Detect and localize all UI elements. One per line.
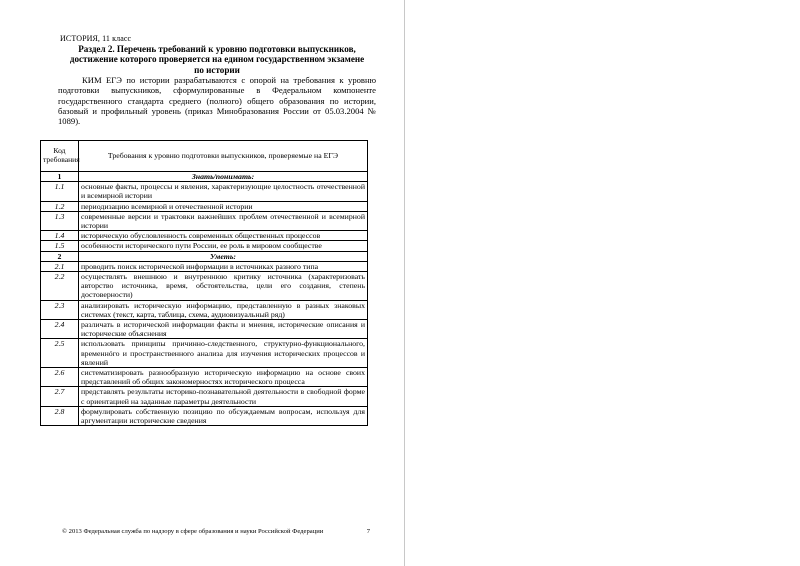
table-row [41, 201, 368, 211]
requirements-table-body [41, 172, 368, 426]
requirement-text: систематизировать разнообразную историческую информацию на основе своих представлений об общих закономерностях исторического процесса [79, 368, 368, 387]
requirement-code: 2.6 [41, 368, 79, 387]
requirements-table [40, 140, 368, 426]
page-number: 7 [366, 528, 370, 535]
requirement-code: 2.5 [41, 339, 79, 368]
table-header-row [41, 141, 368, 172]
requirement-code: 2.8 [41, 406, 79, 425]
table-row [41, 231, 368, 241]
page-edge [404, 0, 405, 566]
requirement-text: анализировать историческую информацию, представленную в разных знаковых системах (текст, карта, таблица, схема, аудиовизуальный ряд) [79, 300, 368, 319]
requirement-text: особенности исторического пути России, ее роль в мировом сообществе [79, 241, 368, 251]
requirement-text: периодизацию всемирной и отечественной истории [79, 201, 368, 211]
page-footer [62, 528, 370, 535]
section-title-line-1: Раздел 2. Перечень требований к уровню подготовки выпускников, [78, 44, 356, 54]
table-row [41, 182, 368, 201]
column-header-code: Код требования [41, 141, 79, 172]
requirement-code: 2.2 [41, 272, 79, 301]
table-section-row [41, 172, 368, 182]
page-header-subject: ИСТОРИЯ, 11 класс [60, 34, 132, 43]
table-row [41, 272, 368, 301]
section-heading: Уметь: [79, 251, 368, 261]
requirement-code: 2.4 [41, 320, 79, 339]
section-code: 1 [41, 172, 79, 182]
requirement-code: 1.5 [41, 241, 79, 251]
section-code: 2 [41, 251, 79, 261]
requirement-code: 1.4 [41, 231, 79, 241]
requirement-text: историческую обусловленность современных общественных процессов [79, 231, 368, 241]
section-title-line-2: достижение которого проверяется на едином государственном экзамене [69, 54, 365, 65]
requirement-text: проводить поиск исторической информации в источниках разного типа [79, 261, 368, 271]
table-row [41, 406, 368, 425]
table-row [41, 211, 368, 230]
intro-text: КИМ ЕГЭ по истории разрабатываются с опорой на требования к уровню подготовки выпускников, сформулированные в Федеральном компоненте государственного стандарта среднего (полного) общего образования по истории, базовый и профильный уровень (приказ Минобразования России от 05.03.2004 № 1089). [58, 75, 376, 127]
table-row [41, 261, 368, 271]
requirement-text: современные версии и трактовки важнейших проблем отечественной и всемирной истории [79, 211, 368, 230]
table-row [41, 368, 368, 387]
requirement-text: основные факты, процессы и явления, характеризующие целостность отечественной и всемирной истории [79, 182, 368, 201]
footer-copyright: © 2013 Федеральная служба по надзору в сфере образования и науки Российской Федерации [62, 528, 324, 535]
requirement-text: различать в исторической информации факты и мнения, исторические описания и исторические объяснения [79, 320, 368, 339]
column-header-requirement: Требования к уровню подготовки выпускников, проверяемые на ЕГЭ [79, 141, 368, 172]
requirement-text: формулировать собственную позицию по обсуждаемым вопросам, используя для аргументации исторические сведения [79, 406, 368, 425]
requirement-code: 1.1 [41, 182, 79, 201]
requirement-code: 1.3 [41, 211, 79, 230]
table-row [41, 339, 368, 368]
table-row [41, 387, 368, 406]
table-row [41, 241, 368, 251]
table-section-row [41, 251, 368, 261]
requirement-code: 1.2 [41, 201, 79, 211]
requirement-text: представлять результаты историко-познавательной деятельности в свободной форме с ориентацией на заданные параметры деятельности [79, 387, 368, 406]
requirement-text: использовать принципы причинно-следственного, структурно-функционального, временнóго и пространственного анализа для изучения исторических процессов и явлений [79, 339, 368, 368]
section-heading: Знать/понимать: [79, 172, 368, 182]
intro-paragraph [58, 75, 376, 126]
requirement-code: 2.3 [41, 300, 79, 319]
requirement-text: осуществлять внешнюю и внутреннюю критику источника (характеризовать авторство источника, время, обстоятельства, цели его создания, степень достоверности) [79, 272, 368, 301]
section-title-line-3: по истории [194, 64, 240, 75]
table-row [41, 300, 368, 319]
section-title [58, 44, 376, 75]
requirement-code: 2.7 [41, 387, 79, 406]
requirement-code: 2.1 [41, 261, 79, 271]
table-row [41, 320, 368, 339]
